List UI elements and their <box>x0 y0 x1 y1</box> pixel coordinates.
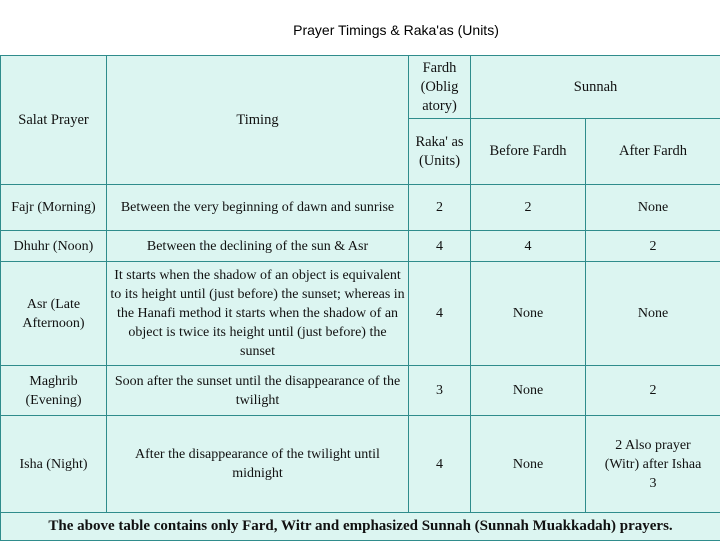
sunnah-after: 2 Also prayer (Witr) after Ishaa 3 <box>586 416 720 513</box>
header-before-fardh: Before Fardh <box>471 119 586 185</box>
sunnah-after: 2 <box>586 366 720 416</box>
prayer-name: Asr (Late Afternoon) <box>1 262 107 366</box>
sunnah-after: 2 <box>586 231 720 262</box>
prayer-name: Isha (Night) <box>1 416 107 513</box>
header-fardh: Fardh (Oblig atory) <box>409 56 471 119</box>
sunnah-before: 4 <box>471 231 586 262</box>
prayer-timing: Between the declining of the sun & Asr <box>107 231 409 262</box>
prayer-timing: Between the very beginning of dawn and sunrise <box>107 185 409 231</box>
sunnah-before: None <box>471 366 586 416</box>
page-title: Prayer Timings & Raka'as (Units) <box>0 22 720 38</box>
header-salat: Salat Prayer <box>1 56 107 185</box>
prayer-table <box>0 55 720 541</box>
fardh-count: 3 <box>409 366 471 416</box>
prayer-name: Maghrib (Evening) <box>1 366 107 416</box>
table-row <box>1 262 720 366</box>
header-after-fardh: After Fardh <box>586 119 720 185</box>
header-timing: Timing <box>107 56 409 185</box>
fardh-count: 4 <box>409 262 471 366</box>
table-row <box>1 366 720 416</box>
sunnah-before: 2 <box>471 185 586 231</box>
prayer-timing: It starts when the shadow of an object is equivalent to its height until (just before) the sunset; whereas in the Hanafi method it starts when the shadow of an object is twice its height until (just before) the sunset <box>107 262 409 366</box>
prayer-name: Dhuhr (Noon) <box>1 231 107 262</box>
fardh-count: 2 <box>409 185 471 231</box>
table-row <box>1 231 720 262</box>
sunnah-after: None <box>586 185 720 231</box>
fardh-count: 4 <box>409 231 471 262</box>
prayer-timing: Soon after the sunset until the disappearance of the twilight <box>107 366 409 416</box>
fardh-count: 4 <box>409 416 471 513</box>
table-row <box>1 185 720 231</box>
prayer-name: Fajr (Morning) <box>1 185 107 231</box>
sunnah-before: None <box>471 262 586 366</box>
sunnah-after: None <box>586 262 720 366</box>
table-row <box>1 416 720 513</box>
prayer-timing: After the disappearance of the twilight until midnight <box>107 416 409 513</box>
sunnah-before: None <box>471 416 586 513</box>
table-footnote: The above table contains only Fard, Witr and emphasized Sunnah (Sunnah Muakkadah) prayers. <box>1 513 720 541</box>
header-sunnah: Sunnah <box>471 56 720 119</box>
header-rakaas: Raka' as (Units) <box>409 119 471 185</box>
